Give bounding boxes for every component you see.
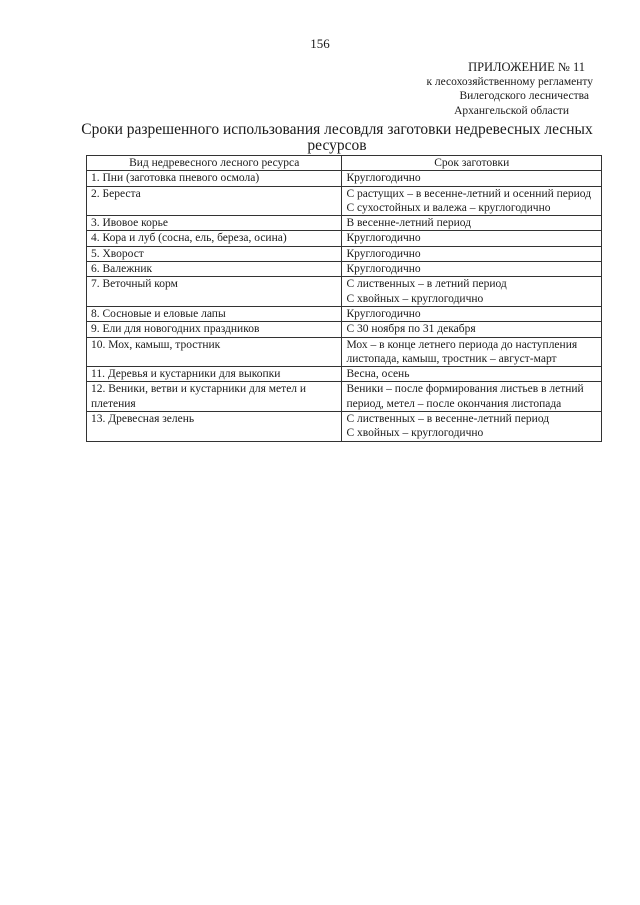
resource-cell: 1. Пни (заготовка пневого осмола)	[87, 171, 342, 186]
table-row	[87, 322, 602, 337]
appendix-forestry: Вилегодского лесничества	[459, 90, 589, 102]
table-row	[87, 412, 602, 442]
term-line: С сухостойных и валежа – круглогодично	[346, 201, 551, 214]
term-line: Круглогодично	[346, 232, 421, 245]
term-cell	[342, 216, 602, 231]
table-row	[87, 231, 602, 246]
resource-cell: 7. Веточный корм	[87, 277, 342, 307]
appendix-header	[426, 60, 593, 118]
term-line: Весна, осень	[346, 368, 410, 381]
page-number: 156	[310, 36, 330, 51]
resource-cell: 9. Ели для новогодних праздников	[87, 322, 342, 337]
term-line: Круглогодично	[346, 307, 421, 320]
harvest-terms-table	[86, 155, 602, 442]
term-line: Круглогодично	[346, 172, 421, 185]
term-line: С хвойных – круглогодично	[346, 427, 484, 440]
appendix-regulation: к лесохозяйственному регламенту	[426, 75, 593, 88]
term-line: Мох – в конце летнего периода до наступления листопада, камыш, тростник – август-март	[346, 338, 578, 365]
table-row	[87, 382, 602, 412]
column-header-resource: Вид недревесного лесного ресурса	[87, 156, 342, 171]
table-row	[87, 337, 602, 367]
resource-cell: 3. Ивовое корье	[87, 216, 342, 231]
resource-cell: 8. Сосновые и еловые лапы	[87, 306, 342, 321]
table-row	[87, 246, 602, 261]
table-row	[87, 306, 602, 321]
resource-cell: 12. Веники, ветви и кустарники для метел и плетения	[87, 382, 342, 412]
table-row	[87, 186, 602, 216]
table-body	[87, 171, 602, 441]
term-cell	[342, 322, 602, 337]
term-cell	[342, 277, 602, 307]
term-cell	[342, 337, 602, 367]
term-cell	[342, 262, 602, 277]
resource-cell: 2. Береста	[87, 186, 342, 216]
column-header-term: Срок заготовки	[342, 156, 602, 171]
term-line: Круглогодично	[346, 247, 421, 260]
term-cell	[342, 186, 602, 216]
resource-cell: 6. Валежник	[87, 262, 342, 277]
table-header-row	[87, 156, 602, 171]
term-cell	[342, 171, 602, 186]
resource-cell: 11. Деревья и кустарники для выкопки	[87, 367, 342, 382]
table-row	[87, 262, 602, 277]
appendix-region: Архангельской области	[454, 104, 569, 117]
term-cell	[342, 367, 602, 382]
term-line: В весенне-летний период	[346, 217, 472, 230]
table-row	[87, 277, 602, 307]
term-line: С лиственных – в весенне-летний период	[346, 413, 550, 426]
document-title: Сроки разрешенного использования лесовдля заготовки недревесных лесных ресурсов	[81, 121, 593, 154]
term-line: Круглогодично	[346, 263, 421, 276]
term-line: Веники – после формирования листьев в летний период, метел – после окончания листопада	[346, 383, 584, 410]
term-line: С хвойных – круглогодично	[346, 292, 484, 305]
term-cell	[342, 246, 602, 261]
resource-cell: 5. Хворост	[87, 246, 342, 261]
table-row	[87, 171, 602, 186]
term-cell	[342, 382, 602, 412]
term-line: С лиственных – в летний период	[346, 278, 507, 291]
table-row	[87, 367, 602, 382]
resource-cell: 4. Кора и луб (сосна, ель, береза, осина)	[87, 231, 342, 246]
term-line: С растущих – в весенне-летний и осенний период	[346, 187, 592, 200]
term-cell	[342, 412, 602, 442]
term-line: С 30 ноября по 31 декабря	[346, 323, 476, 336]
resource-cell: 13. Древесная зелень	[87, 412, 342, 442]
term-cell	[342, 231, 602, 246]
resource-cell: 10. Мох, камыш, тростник	[87, 337, 342, 367]
table-row	[87, 216, 602, 231]
term-cell	[342, 306, 602, 321]
appendix-label: ПРИЛОЖЕНИЕ № 11	[468, 60, 585, 74]
